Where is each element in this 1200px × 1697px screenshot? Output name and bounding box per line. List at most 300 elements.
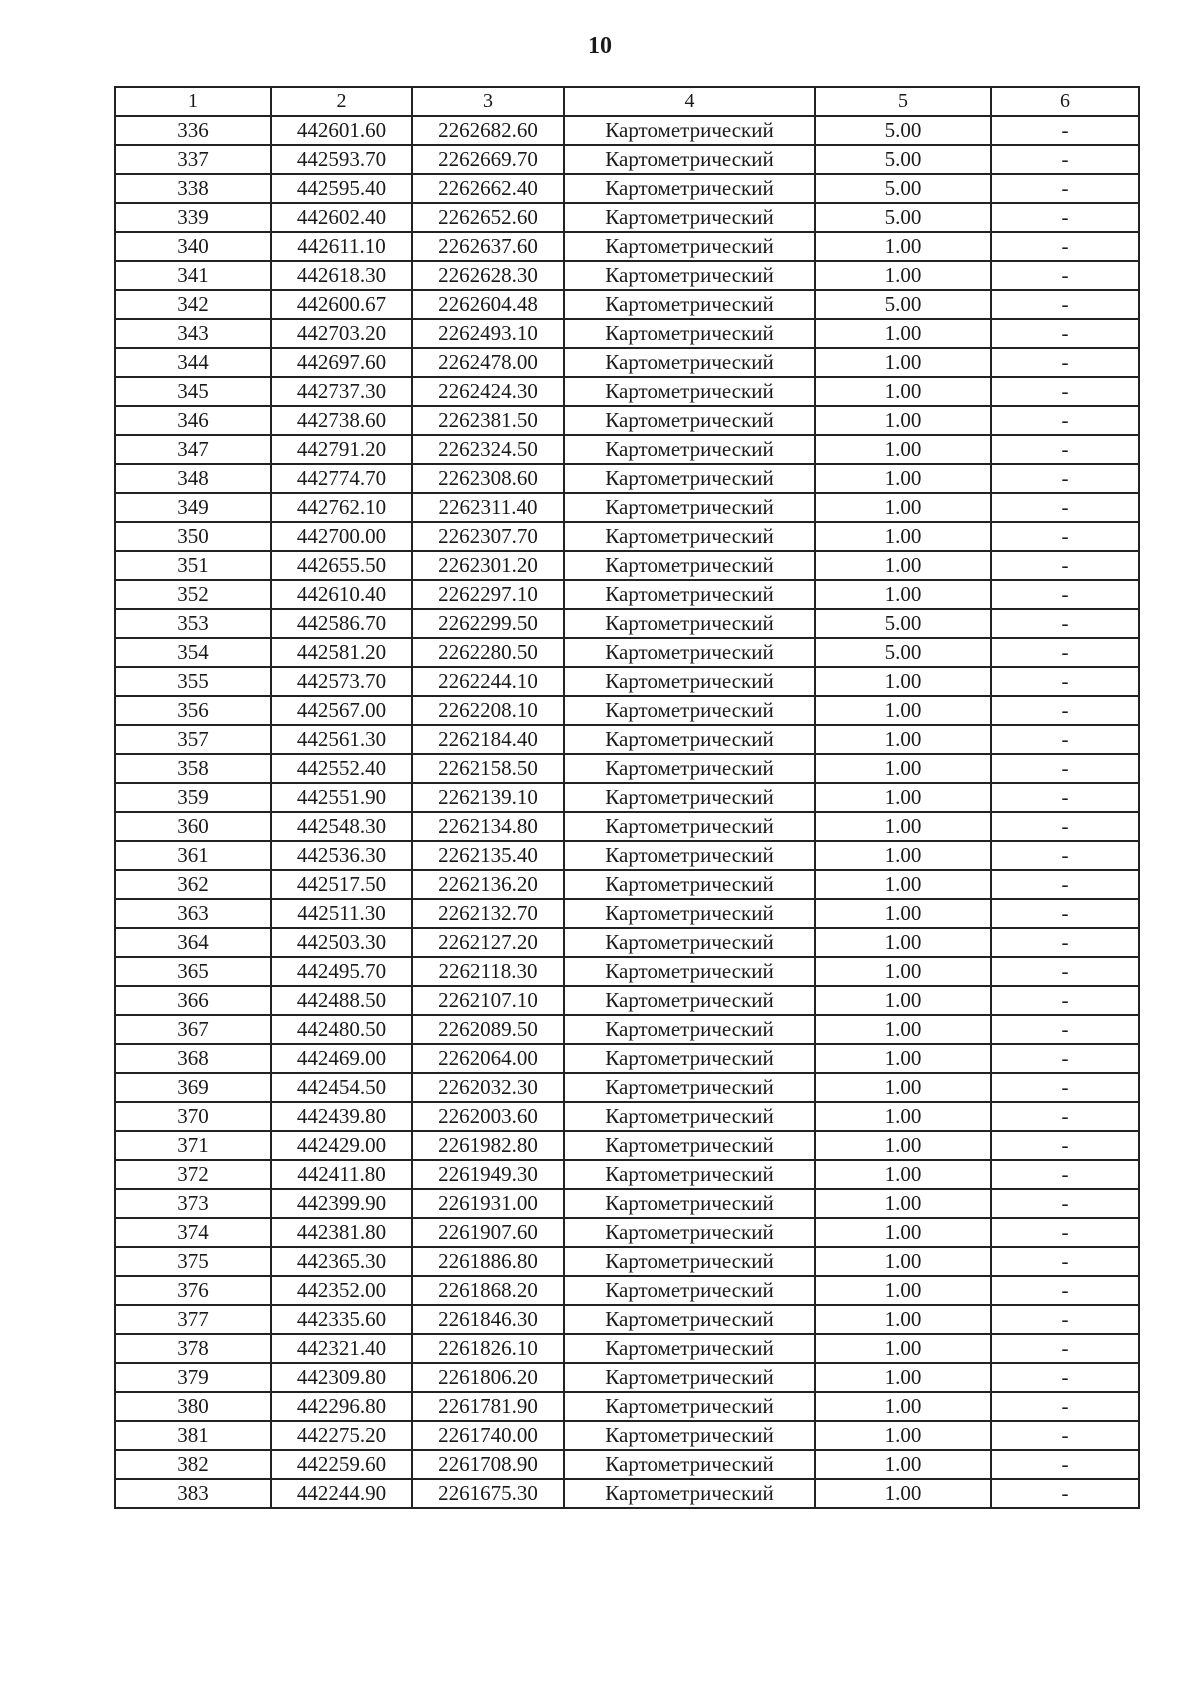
point-number-cell: 377	[115, 1305, 271, 1334]
point-number-cell: 338	[115, 174, 271, 203]
point-number-cell: 342	[115, 290, 271, 319]
method-cell: Картометрический	[564, 435, 815, 464]
x-coordinate-cell: 442548.30	[271, 812, 412, 841]
table-row	[115, 551, 1139, 580]
point-number-cell: 353	[115, 609, 271, 638]
method-cell: Картометрический	[564, 319, 815, 348]
table-row	[115, 928, 1139, 957]
y-coordinate-cell: 2262682.60	[412, 116, 564, 145]
note-cell: -	[991, 116, 1139, 145]
point-number-cell: 340	[115, 232, 271, 261]
table-row	[115, 203, 1139, 232]
method-cell: Картометрический	[564, 783, 815, 812]
method-cell: Картометрический	[564, 928, 815, 957]
note-cell: -	[991, 203, 1139, 232]
note-cell: -	[991, 899, 1139, 928]
point-number-cell: 339	[115, 203, 271, 232]
point-number-cell: 346	[115, 406, 271, 435]
y-coordinate-cell: 2262628.30	[412, 261, 564, 290]
point-number-cell: 359	[115, 783, 271, 812]
point-number-cell: 373	[115, 1189, 271, 1218]
x-coordinate-cell: 442480.50	[271, 1015, 412, 1044]
x-coordinate-cell: 442503.30	[271, 928, 412, 957]
note-cell: -	[991, 783, 1139, 812]
accuracy-cell: 1.00	[815, 435, 991, 464]
note-cell: -	[991, 580, 1139, 609]
method-cell: Картометрический	[564, 1218, 815, 1247]
table-row	[115, 1247, 1139, 1276]
table-row	[115, 841, 1139, 870]
note-cell: -	[991, 522, 1139, 551]
method-cell: Картометрический	[564, 841, 815, 870]
table-row	[115, 899, 1139, 928]
method-cell: Картометрический	[564, 957, 815, 986]
x-coordinate-cell: 442593.70	[271, 145, 412, 174]
table-row	[115, 1334, 1139, 1363]
point-number-cell: 357	[115, 725, 271, 754]
table-row	[115, 1479, 1139, 1508]
point-number-cell: 383	[115, 1479, 271, 1508]
y-coordinate-cell: 2262307.70	[412, 522, 564, 551]
point-number-cell: 350	[115, 522, 271, 551]
column-header-5: 5	[815, 87, 991, 116]
note-cell: -	[991, 377, 1139, 406]
x-coordinate-cell: 442411.80	[271, 1160, 412, 1189]
method-cell: Картометрический	[564, 1044, 815, 1073]
table-row	[115, 377, 1139, 406]
y-coordinate-cell: 2261781.90	[412, 1392, 564, 1421]
x-coordinate-cell: 442618.30	[271, 261, 412, 290]
point-number-cell: 365	[115, 957, 271, 986]
accuracy-cell: 5.00	[815, 116, 991, 145]
accuracy-cell: 1.00	[815, 928, 991, 957]
x-coordinate-cell: 442469.00	[271, 1044, 412, 1073]
method-cell: Картометрический	[564, 406, 815, 435]
table-row	[115, 232, 1139, 261]
point-number-cell: 337	[115, 145, 271, 174]
point-number-cell: 341	[115, 261, 271, 290]
x-coordinate-cell: 442567.00	[271, 696, 412, 725]
method-cell: Картометрический	[564, 261, 815, 290]
y-coordinate-cell: 2261740.00	[412, 1421, 564, 1450]
y-coordinate-cell: 2262134.80	[412, 812, 564, 841]
column-header-6: 6	[991, 87, 1139, 116]
x-coordinate-cell: 442586.70	[271, 609, 412, 638]
x-coordinate-cell: 442511.30	[271, 899, 412, 928]
note-cell: -	[991, 1160, 1139, 1189]
note-cell: -	[991, 667, 1139, 696]
method-cell: Картометрический	[564, 290, 815, 319]
x-coordinate-cell: 442602.40	[271, 203, 412, 232]
y-coordinate-cell: 2262493.10	[412, 319, 564, 348]
method-cell: Картометрический	[564, 377, 815, 406]
x-coordinate-cell: 442454.50	[271, 1073, 412, 1102]
method-cell: Картометрический	[564, 696, 815, 725]
x-coordinate-cell: 442774.70	[271, 464, 412, 493]
x-coordinate-cell: 442611.10	[271, 232, 412, 261]
table-row	[115, 1276, 1139, 1305]
method-cell: Картометрический	[564, 754, 815, 783]
note-cell: -	[991, 638, 1139, 667]
table-row	[115, 145, 1139, 174]
note-cell: -	[991, 1305, 1139, 1334]
note-cell: -	[991, 1450, 1139, 1479]
x-coordinate-cell: 442335.60	[271, 1305, 412, 1334]
accuracy-cell: 1.00	[815, 522, 991, 551]
accuracy-cell: 5.00	[815, 609, 991, 638]
accuracy-cell: 1.00	[815, 377, 991, 406]
method-cell: Картометрический	[564, 551, 815, 580]
x-coordinate-cell: 442439.80	[271, 1102, 412, 1131]
accuracy-cell: 5.00	[815, 290, 991, 319]
x-coordinate-cell: 442244.90	[271, 1479, 412, 1508]
column-header-4: 4	[564, 87, 815, 116]
x-coordinate-cell: 442600.67	[271, 290, 412, 319]
y-coordinate-cell: 2262308.60	[412, 464, 564, 493]
x-coordinate-cell: 442365.30	[271, 1247, 412, 1276]
point-number-cell: 349	[115, 493, 271, 522]
y-coordinate-cell: 2262478.00	[412, 348, 564, 377]
method-cell: Картометрический	[564, 464, 815, 493]
x-coordinate-cell: 442296.80	[271, 1392, 412, 1421]
y-coordinate-cell: 2261949.30	[412, 1160, 564, 1189]
method-cell: Картометрический	[564, 522, 815, 551]
table-row	[115, 667, 1139, 696]
note-cell: -	[991, 1421, 1139, 1450]
x-coordinate-cell: 442655.50	[271, 551, 412, 580]
accuracy-cell: 1.00	[815, 406, 991, 435]
note-cell: -	[991, 232, 1139, 261]
note-cell: -	[991, 1247, 1139, 1276]
method-cell: Картометрический	[564, 1102, 815, 1131]
accuracy-cell: 1.00	[815, 1363, 991, 1392]
x-coordinate-cell: 442488.50	[271, 986, 412, 1015]
accuracy-cell: 5.00	[815, 174, 991, 203]
point-number-cell: 368	[115, 1044, 271, 1073]
method-cell: Картометрический	[564, 1189, 815, 1218]
y-coordinate-cell: 2261907.60	[412, 1218, 564, 1247]
note-cell: -	[991, 1392, 1139, 1421]
accuracy-cell: 1.00	[815, 1421, 991, 1450]
y-coordinate-cell: 2262669.70	[412, 145, 564, 174]
point-number-cell: 380	[115, 1392, 271, 1421]
note-cell: -	[991, 986, 1139, 1015]
note-cell: -	[991, 1189, 1139, 1218]
y-coordinate-cell: 2262604.48	[412, 290, 564, 319]
table-row	[115, 116, 1139, 145]
accuracy-cell: 1.00	[815, 754, 991, 783]
y-coordinate-cell: 2262208.10	[412, 696, 564, 725]
note-cell: -	[991, 1276, 1139, 1305]
y-coordinate-cell: 2262118.30	[412, 957, 564, 986]
point-number-cell: 369	[115, 1073, 271, 1102]
method-cell: Картометрический	[564, 203, 815, 232]
table-row	[115, 290, 1139, 319]
accuracy-cell: 1.00	[815, 1131, 991, 1160]
coordinates-table	[114, 86, 1140, 1509]
point-number-cell: 374	[115, 1218, 271, 1247]
table-row	[115, 261, 1139, 290]
note-cell: -	[991, 174, 1139, 203]
note-cell: -	[991, 928, 1139, 957]
y-coordinate-cell: 2262064.00	[412, 1044, 564, 1073]
y-coordinate-cell: 2262301.20	[412, 551, 564, 580]
point-number-cell: 364	[115, 928, 271, 957]
point-number-cell: 360	[115, 812, 271, 841]
table-row	[115, 986, 1139, 1015]
table-row	[115, 1044, 1139, 1073]
x-coordinate-cell: 442703.20	[271, 319, 412, 348]
note-cell: -	[991, 609, 1139, 638]
x-coordinate-cell: 442791.20	[271, 435, 412, 464]
point-number-cell: 345	[115, 377, 271, 406]
point-number-cell: 376	[115, 1276, 271, 1305]
point-number-cell: 336	[115, 116, 271, 145]
note-cell: -	[991, 145, 1139, 174]
y-coordinate-cell: 2262244.10	[412, 667, 564, 696]
y-coordinate-cell: 2261868.20	[412, 1276, 564, 1305]
note-cell: -	[991, 261, 1139, 290]
y-coordinate-cell: 2262003.60	[412, 1102, 564, 1131]
accuracy-cell: 1.00	[815, 841, 991, 870]
x-coordinate-cell: 442573.70	[271, 667, 412, 696]
table-row	[115, 725, 1139, 754]
x-coordinate-cell: 442762.10	[271, 493, 412, 522]
method-cell: Картометрический	[564, 725, 815, 754]
method-cell: Картометрический	[564, 116, 815, 145]
note-cell: -	[991, 1334, 1139, 1363]
x-coordinate-cell: 442552.40	[271, 754, 412, 783]
table-row	[115, 609, 1139, 638]
point-number-cell: 362	[115, 870, 271, 899]
y-coordinate-cell: 2262089.50	[412, 1015, 564, 1044]
x-coordinate-cell: 442321.40	[271, 1334, 412, 1363]
method-cell: Картометрический	[564, 1334, 815, 1363]
table-row	[115, 1073, 1139, 1102]
method-cell: Картометрический	[564, 1015, 815, 1044]
x-coordinate-cell: 442738.60	[271, 406, 412, 435]
column-header-3: 3	[412, 87, 564, 116]
accuracy-cell: 1.00	[815, 957, 991, 986]
y-coordinate-cell: 2261931.00	[412, 1189, 564, 1218]
point-number-cell: 354	[115, 638, 271, 667]
table-row	[115, 522, 1139, 551]
y-coordinate-cell: 2261846.30	[412, 1305, 564, 1334]
y-coordinate-cell: 2262652.60	[412, 203, 564, 232]
y-coordinate-cell: 2262032.30	[412, 1073, 564, 1102]
method-cell: Картометрический	[564, 1276, 815, 1305]
method-cell: Картометрический	[564, 1073, 815, 1102]
x-coordinate-cell: 442551.90	[271, 783, 412, 812]
y-coordinate-cell: 2261982.80	[412, 1131, 564, 1160]
table-row	[115, 1102, 1139, 1131]
note-cell: -	[991, 290, 1139, 319]
y-coordinate-cell: 2262136.20	[412, 870, 564, 899]
x-coordinate-cell: 442275.20	[271, 1421, 412, 1450]
y-coordinate-cell: 2262280.50	[412, 638, 564, 667]
table-row	[115, 1015, 1139, 1044]
x-coordinate-cell: 442700.00	[271, 522, 412, 551]
x-coordinate-cell: 442595.40	[271, 174, 412, 203]
table-row	[115, 1189, 1139, 1218]
method-cell: Картометрический	[564, 899, 815, 928]
x-coordinate-cell: 442517.50	[271, 870, 412, 899]
note-cell: -	[991, 464, 1139, 493]
table-row	[115, 1450, 1139, 1479]
y-coordinate-cell: 2262127.20	[412, 928, 564, 957]
accuracy-cell: 1.00	[815, 1102, 991, 1131]
note-cell: -	[991, 1015, 1139, 1044]
note-cell: -	[991, 841, 1139, 870]
accuracy-cell: 5.00	[815, 638, 991, 667]
point-number-cell: 344	[115, 348, 271, 377]
table-row	[115, 638, 1139, 667]
point-number-cell: 372	[115, 1160, 271, 1189]
method-cell: Картометрический	[564, 1160, 815, 1189]
note-cell: -	[991, 493, 1139, 522]
point-number-cell: 355	[115, 667, 271, 696]
y-coordinate-cell: 2262297.10	[412, 580, 564, 609]
table-row	[115, 174, 1139, 203]
point-number-cell: 356	[115, 696, 271, 725]
note-cell: -	[991, 435, 1139, 464]
method-cell: Картометрический	[564, 1421, 815, 1450]
table-row	[115, 812, 1139, 841]
point-number-cell: 371	[115, 1131, 271, 1160]
accuracy-cell: 1.00	[815, 232, 991, 261]
table-row	[115, 464, 1139, 493]
table-row	[115, 783, 1139, 812]
accuracy-cell: 1.00	[815, 580, 991, 609]
table-row	[115, 1218, 1139, 1247]
note-cell: -	[991, 725, 1139, 754]
y-coordinate-cell: 2262135.40	[412, 841, 564, 870]
y-coordinate-cell: 2261826.10	[412, 1334, 564, 1363]
table-row	[115, 435, 1139, 464]
method-cell: Картометрический	[564, 493, 815, 522]
accuracy-cell: 1.00	[815, 667, 991, 696]
y-coordinate-cell: 2261708.90	[412, 1450, 564, 1479]
method-cell: Картометрический	[564, 1479, 815, 1508]
method-cell: Картометрический	[564, 1305, 815, 1334]
point-number-cell: 343	[115, 319, 271, 348]
column-header-1: 1	[115, 87, 271, 116]
method-cell: Картометрический	[564, 986, 815, 1015]
accuracy-cell: 1.00	[815, 696, 991, 725]
x-coordinate-cell: 442697.60	[271, 348, 412, 377]
table-row	[115, 1421, 1139, 1450]
x-coordinate-cell: 442581.20	[271, 638, 412, 667]
table-row	[115, 319, 1139, 348]
accuracy-cell: 1.00	[815, 870, 991, 899]
accuracy-cell: 5.00	[815, 203, 991, 232]
table-row	[115, 1131, 1139, 1160]
method-cell: Картометрический	[564, 1363, 815, 1392]
accuracy-cell: 1.00	[815, 1334, 991, 1363]
accuracy-cell: 1.00	[815, 1044, 991, 1073]
method-cell: Картометрический	[564, 1247, 815, 1276]
table-body	[115, 116, 1139, 1508]
accuracy-cell: 1.00	[815, 1015, 991, 1044]
method-cell: Картометрический	[564, 1131, 815, 1160]
method-cell: Картометрический	[564, 174, 815, 203]
method-cell: Картометрический	[564, 580, 815, 609]
table-row	[115, 1305, 1139, 1334]
x-coordinate-cell: 442381.80	[271, 1218, 412, 1247]
y-coordinate-cell: 2262381.50	[412, 406, 564, 435]
point-number-cell: 381	[115, 1421, 271, 1450]
y-coordinate-cell: 2262424.30	[412, 377, 564, 406]
point-number-cell: 347	[115, 435, 271, 464]
page-number: 10	[588, 33, 612, 59]
table-row	[115, 1363, 1139, 1392]
column-header-2: 2	[271, 87, 412, 116]
point-number-cell: 351	[115, 551, 271, 580]
note-cell: -	[991, 812, 1139, 841]
x-coordinate-cell: 442610.40	[271, 580, 412, 609]
note-cell: -	[991, 1218, 1139, 1247]
method-cell: Картометрический	[564, 638, 815, 667]
note-cell: -	[991, 1073, 1139, 1102]
accuracy-cell: 1.00	[815, 1247, 991, 1276]
table-row	[115, 1160, 1139, 1189]
x-coordinate-cell: 442399.90	[271, 1189, 412, 1218]
note-cell: -	[991, 696, 1139, 725]
point-number-cell: 367	[115, 1015, 271, 1044]
table-row	[115, 696, 1139, 725]
y-coordinate-cell: 2262184.40	[412, 725, 564, 754]
accuracy-cell: 1.00	[815, 464, 991, 493]
accuracy-cell: 1.00	[815, 1218, 991, 1247]
y-coordinate-cell: 2262158.50	[412, 754, 564, 783]
y-coordinate-cell: 2262324.50	[412, 435, 564, 464]
note-cell: -	[991, 348, 1139, 377]
accuracy-cell: 1.00	[815, 551, 991, 580]
x-coordinate-cell: 442601.60	[271, 116, 412, 145]
y-coordinate-cell: 2262311.40	[412, 493, 564, 522]
note-cell: -	[991, 406, 1139, 435]
accuracy-cell: 1.00	[815, 986, 991, 1015]
table-row	[115, 493, 1139, 522]
point-number-cell: 382	[115, 1450, 271, 1479]
table-row	[115, 754, 1139, 783]
method-cell: Картометрический	[564, 667, 815, 696]
y-coordinate-cell: 2262139.10	[412, 783, 564, 812]
x-coordinate-cell: 442495.70	[271, 957, 412, 986]
point-number-cell: 348	[115, 464, 271, 493]
accuracy-cell: 1.00	[815, 783, 991, 812]
note-cell: -	[991, 1044, 1139, 1073]
x-coordinate-cell: 442561.30	[271, 725, 412, 754]
note-cell: -	[991, 551, 1139, 580]
table-row	[115, 870, 1139, 899]
accuracy-cell: 1.00	[815, 1160, 991, 1189]
note-cell: -	[991, 1363, 1139, 1392]
note-cell: -	[991, 870, 1139, 899]
point-number-cell: 378	[115, 1334, 271, 1363]
note-cell: -	[991, 957, 1139, 986]
method-cell: Картометрический	[564, 609, 815, 638]
accuracy-cell: 1.00	[815, 1392, 991, 1421]
note-cell: -	[991, 1102, 1139, 1131]
method-cell: Картометрический	[564, 870, 815, 899]
table-row	[115, 580, 1139, 609]
method-cell: Картометрический	[564, 1450, 815, 1479]
table-row	[115, 348, 1139, 377]
accuracy-cell: 1.00	[815, 348, 991, 377]
x-coordinate-cell: 442309.80	[271, 1363, 412, 1392]
point-number-cell: 361	[115, 841, 271, 870]
